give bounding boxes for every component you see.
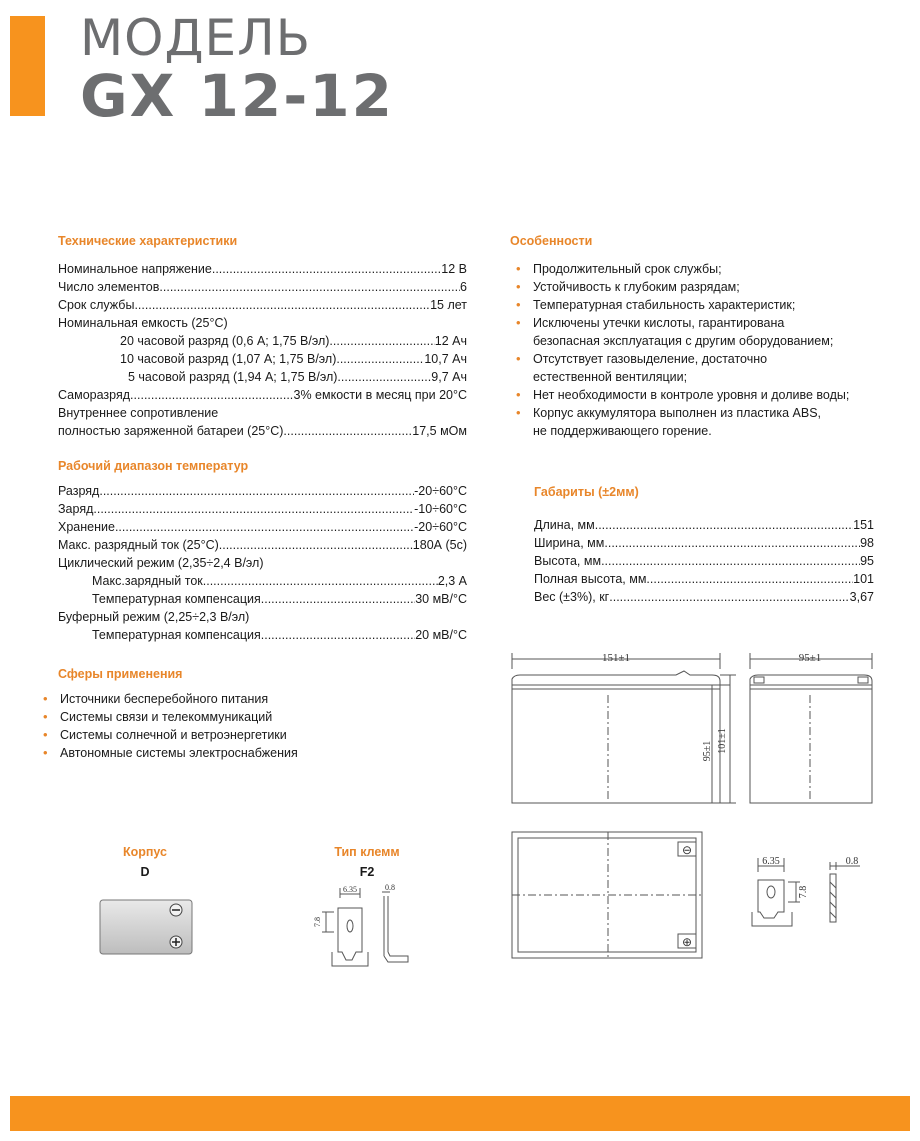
feature-item-continued: естественной вентиляции; — [533, 370, 688, 384]
footer-accent-bar — [10, 1096, 910, 1131]
spec-max-charge: Макс.зарядный ток ..... 2,3 А — [58, 572, 467, 590]
terminal-minus-icon: ⊖ — [681, 843, 693, 857]
temps-spec-list — [58, 482, 467, 644]
terminal-width-label: 6.35 — [762, 856, 780, 867]
dim-full-height: Полная высота, мм ..... 101 — [534, 570, 874, 588]
spec-temp-comp-float: Температурная компенсация ..... 20 мВ/°С — [58, 626, 467, 644]
battery-front-view-drawing — [498, 645, 748, 810]
spec-cells: Число элементов ..... 6 — [58, 278, 467, 296]
case-icon — [96, 896, 196, 958]
dim-weight: Вес (±3%), кг ..... 3,67 — [534, 588, 874, 606]
battery-side-view-drawing — [744, 645, 884, 810]
feature-item: • Исключены утечки кислоты, гарантирована — [513, 314, 849, 332]
spec-lifetime: Срок службы ..... 15 лет — [58, 296, 467, 314]
battery-top-view-drawing — [498, 826, 718, 966]
spec-cap-5h: 5 часовой разряд (1,94 А; 1,75 В/эл) ..... 9,7 Ач — [58, 368, 467, 386]
spec-cap-10h: 10 часовой разряд (1,07 А; 1,75 В/эл) ..... 10,7 Ач — [58, 350, 467, 368]
terminal-plus-icon: ⊕ — [681, 935, 693, 949]
feature-item: • Продолжительный срок службы; — [513, 260, 849, 278]
temps-section-title: Рабочий диапазон температур — [58, 459, 249, 473]
front-width-label: 151±1 — [601, 652, 631, 664]
feature-item-continued: безопасная эксплуатация с другим оборудованием; — [533, 334, 834, 348]
terminal-type-icon — [308, 882, 418, 972]
terminal-type-thickness-label: 0.8 — [385, 883, 395, 892]
model-label: МОДЕЛЬ — [80, 9, 312, 67]
list-item: • Системы связи и телекоммуникаций — [40, 708, 298, 726]
feature-item: • Отсутствует газовыделение, достаточно — [513, 350, 849, 368]
feature-item: • Корпус аккумулятора выполнен из пластика ABS, — [513, 404, 849, 422]
height-95-label: 95±1 — [702, 740, 713, 762]
model-name: GX 12-12 — [80, 62, 395, 130]
terminal-type-width-label: 6.35 — [343, 885, 357, 894]
spec-capacity-heading: Номинальная емкость (25°С) — [58, 316, 228, 330]
spec-cyclic-heading: Циклический режим (2,35÷2,4 В/эл) — [58, 556, 264, 570]
dims-spec-list — [534, 516, 874, 606]
feature-item-continued: не поддерживающего горение. — [533, 424, 712, 438]
terminal-height-label: 7.8 — [798, 885, 809, 899]
spec-resistance-heading: Внутреннее сопротивление — [58, 406, 219, 420]
dim-width: Ширина, мм ..... 98 — [534, 534, 874, 552]
terminal-value: F2 — [359, 865, 375, 879]
spec-nominal-voltage: Номинальное напряжение ..... 12 В — [58, 260, 467, 278]
spec-resistance: полностью заряженной батареи (25°С) ..... 17,5 мОм — [58, 422, 467, 440]
applications-section-title: Сферы применения — [58, 667, 183, 681]
terminal-detail-drawing — [740, 852, 870, 932]
dim-length: Длина, мм ..... 151 — [534, 516, 874, 534]
feature-item: • Устойчивость к глубоким разрядам; — [513, 278, 849, 296]
header-accent-bar — [10, 16, 45, 116]
feature-item: • Нет необходимости в контроле уровня и доливе воды; — [513, 386, 849, 404]
dims-section-title: Габариты (±2мм) — [534, 485, 639, 499]
case-value: D — [140, 865, 150, 879]
side-width-label: 95±1 — [798, 652, 822, 664]
tech-spec-list — [58, 260, 467, 440]
terminal-type-height-label: 7.8 — [313, 917, 322, 927]
list-item: • Источники бесперебойного питания — [40, 690, 298, 708]
dim-height: Высота, мм ..... 95 — [534, 552, 874, 570]
terminal-title: Тип клемм — [334, 845, 400, 859]
applications-list — [40, 690, 298, 762]
case-title: Корпус — [122, 845, 168, 859]
tech-section-title: Технические характеристики — [58, 234, 238, 248]
list-item: • Системы солнечной и ветроэнергетики — [40, 726, 298, 744]
spec-charge-temp: Заряд ..... -10÷60°С — [58, 500, 467, 518]
features-list — [513, 260, 849, 440]
height-101-label: 101±1 — [717, 728, 728, 754]
list-item: • Автономные системы электроснабжения — [40, 744, 298, 762]
spec-temp-comp-cyclic: Температурная компенсация ..... 30 мВ/°С — [58, 590, 467, 608]
spec-self-discharge: Саморазряд ..... 3% емкости в месяц при 20°С — [58, 386, 467, 404]
spec-storage-temp: Хранение ..... -20÷60°С — [58, 518, 467, 536]
spec-max-discharge: Макс. разрядный ток (25°С) ..... 180А (5с) — [58, 536, 467, 554]
spec-float-heading: Буферный режим (2,25÷2,3 В/эл) — [58, 610, 250, 624]
features-section-title: Особенности — [510, 234, 593, 248]
terminal-thickness-label: 0.8 — [845, 856, 859, 867]
feature-item: • Температурная стабильность характеристик; — [513, 296, 849, 314]
spec-cap-20h: 20 часовой разряд (0,6 А; 1,75 В/эл) ..... 12 Ач — [58, 332, 467, 350]
spec-discharge-temp: Разряд ..... -20÷60°С — [58, 482, 467, 500]
